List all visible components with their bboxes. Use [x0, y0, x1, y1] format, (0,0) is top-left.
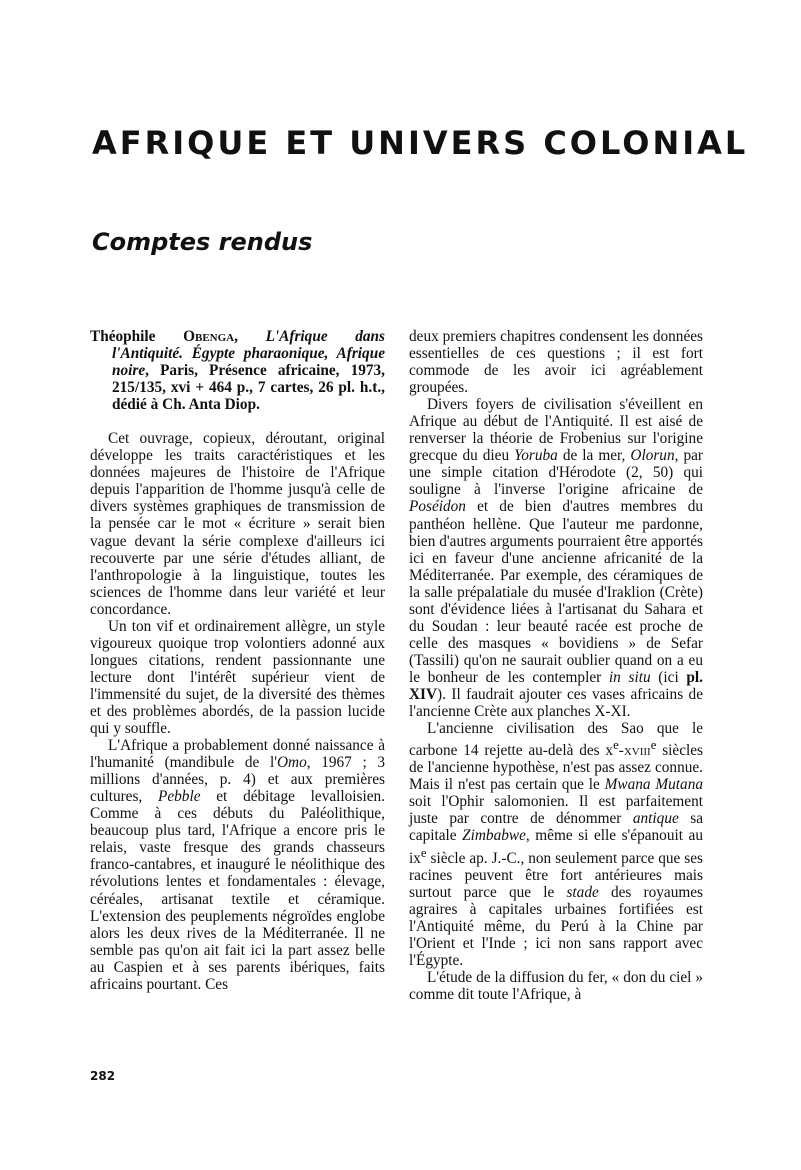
text-run: siècles de l'ancienne hypothèse, n'est pas assez connue. Mais il n'est pas certain que le	[409, 742, 703, 794]
right-paragraph-3	[409, 720, 703, 969]
superscript: e	[420, 845, 427, 860]
italic-term: Pebble	[158, 788, 201, 806]
italic-term: Olorun	[630, 447, 675, 465]
italic-term: antique	[632, 810, 679, 828]
italic-term: in situ	[608, 668, 651, 686]
citation-separator: ,	[234, 328, 266, 345]
author-first-name: Théophile	[90, 328, 184, 345]
left-column	[90, 328, 385, 993]
left-paragraph-1: Cet ouvrage, copieux, déroutant, original développe les traits caractéristiques et les données majeures de l'histoire de l'Afrique depuis l'apparition de l'homme jusqu'à celle de divers systèmes graphiques de transmission de la pensée car le mot « écriture » serait bien vague devant la série complexe d'ailleurs ici recouverte par une série d'études alliant, de l'anthropologie à la linguistique, toutes les sciences de l'homme dans leur variété et leur concordance.	[90, 430, 385, 618]
text-run: , par une simple citation d'Hérodote (2, 50) qui souligne à l'inverse l'origine africaine de	[409, 447, 703, 499]
text-run: de la mer,	[557, 447, 631, 465]
book-title: L'Afrique dans l'Antiquité. Égypte pharaonique, Afrique noire	[112, 328, 386, 380]
left-paragraph-3	[90, 737, 385, 993]
text-run: (ici	[650, 668, 687, 686]
italic-term: Zimbabwe	[462, 827, 526, 845]
left-paragraph-2: Un ton vif et ordinairement allègre, un style vigoureux quoique trop volontiers adonné aux longues citations, rendent passionnante une lecture dont l'intérêt supérieur vient de l'immensité du sujet, de la diversité des thèmes et des problèmes abordés, de la passion lucide qui y souffle.	[90, 617, 385, 738]
italic-term: Poséidon	[409, 498, 466, 516]
text-run: , même si elle s'épanouit au ix	[409, 827, 703, 867]
main-title: AFRIQUE ET UNIVERS COLONIAL	[92, 124, 749, 162]
author-last-name: Obenga	[183, 328, 235, 345]
text-run: ). Il faudrait ajouter ces vases africains de l'ancienne Crète aux planches X-XI.	[409, 685, 703, 721]
right-paragraph-1: deux premiers chapitres condensent les données essentielles de ces questions ; il est fort commode de les avoir ici agréablement groupées.	[409, 328, 703, 397]
italic-term: Omo	[276, 754, 307, 772]
citation-details: , Paris, Présence africaine, 1973, 215/135, xvi + 464 p., 7 cartes, 26 pl. h.t., dédié à Ch. Anta Diop.	[112, 362, 385, 414]
text-run: et de bien d'autres membres du panthéon hellène. Que l'auteur me pardonne, bien d'autres arguments pourraient être apportés ici en faveur d'une ancienne africanité de la Méditerranée. Par exemple, des céramiques de la salle prépalatiale du musée d'Iraklion (Crète) sont d'évidence liées à l'artisanat du Sahara et du Soudan : leur beauté racée est proche de celle des masques « bovidiens » de Sefar (Tassili) qu'on ne saurait oublier quand on a eu le bonheur de les contempler	[409, 498, 703, 686]
right-paragraph-2	[409, 396, 703, 720]
text-run: L'ancienne civilisation des Sao que le carbone 14 rejette au-delà des x	[409, 720, 703, 760]
right-paragraph-4: L'étude de la diffusion du fer, « don du ciel » comme dit toute l'Afrique, à	[409, 968, 703, 1003]
text-run: Divers foyers de civilisation s'éveillent en Afrique au début de l'Antiquité. Il est aisé de renverser la théorie de Frobenius sur l'origine grecque du dieu	[409, 396, 703, 465]
text-run: soit l'Ophir salomonien. Il est parfaitement juste par contre de dénommer	[409, 793, 703, 828]
right-column	[409, 328, 703, 1003]
text-run: des royaumes agraires à capitales urbaines fortifiées est l'Antiquité même, du Perú à la Chine par l'Orient et l'Inde ; ici non sans rapport avec l'Égypte.	[409, 883, 703, 969]
text-run: sa capitale	[409, 810, 703, 845]
section-title: Comptes rendus	[92, 228, 313, 256]
superscript: e	[613, 738, 619, 753]
italic-term: stade	[566, 883, 599, 901]
italic-term: Mwana Mutana	[604, 776, 703, 794]
page-number: 282	[90, 1069, 116, 1083]
text-run: -xviii	[618, 742, 651, 760]
book-citation	[90, 328, 385, 413]
italic-term: Yoruba	[514, 447, 558, 465]
superscript: e	[650, 738, 657, 753]
text-run: , 1967 ; 3 millions d'années, p. 4) et aux premières cultures,	[90, 754, 385, 806]
text-run: L'Afrique a probablement donné naissance à l'humanité (mandibule de l'	[90, 737, 385, 772]
text-run: siècle ap. J.-C., non seulement parce que ses racines peuvent être fort antérieures mais surtout parce que le	[409, 849, 703, 901]
bold-reference: pl. XIV	[409, 668, 703, 703]
text-run: et débitage levalloisien. Comme à ces débuts du Paléolithique, beaucoup plus tard, l'Afrique a encore pris le relais, vaste fresque des grands chasseurs franco-cantabres, et inauguré le néolithique des révolutions lentes et fondamentales : élevage, céréales, artisanat textile et céramique. L'extension des peuplements négroïdes englobe alors les deux rives de la Méditerranée. Il ne semble pas qu'on ait fait ici la part assez belle au Caspien et à ses parents ibériques, faits africains pourtant. Ces	[90, 788, 385, 993]
